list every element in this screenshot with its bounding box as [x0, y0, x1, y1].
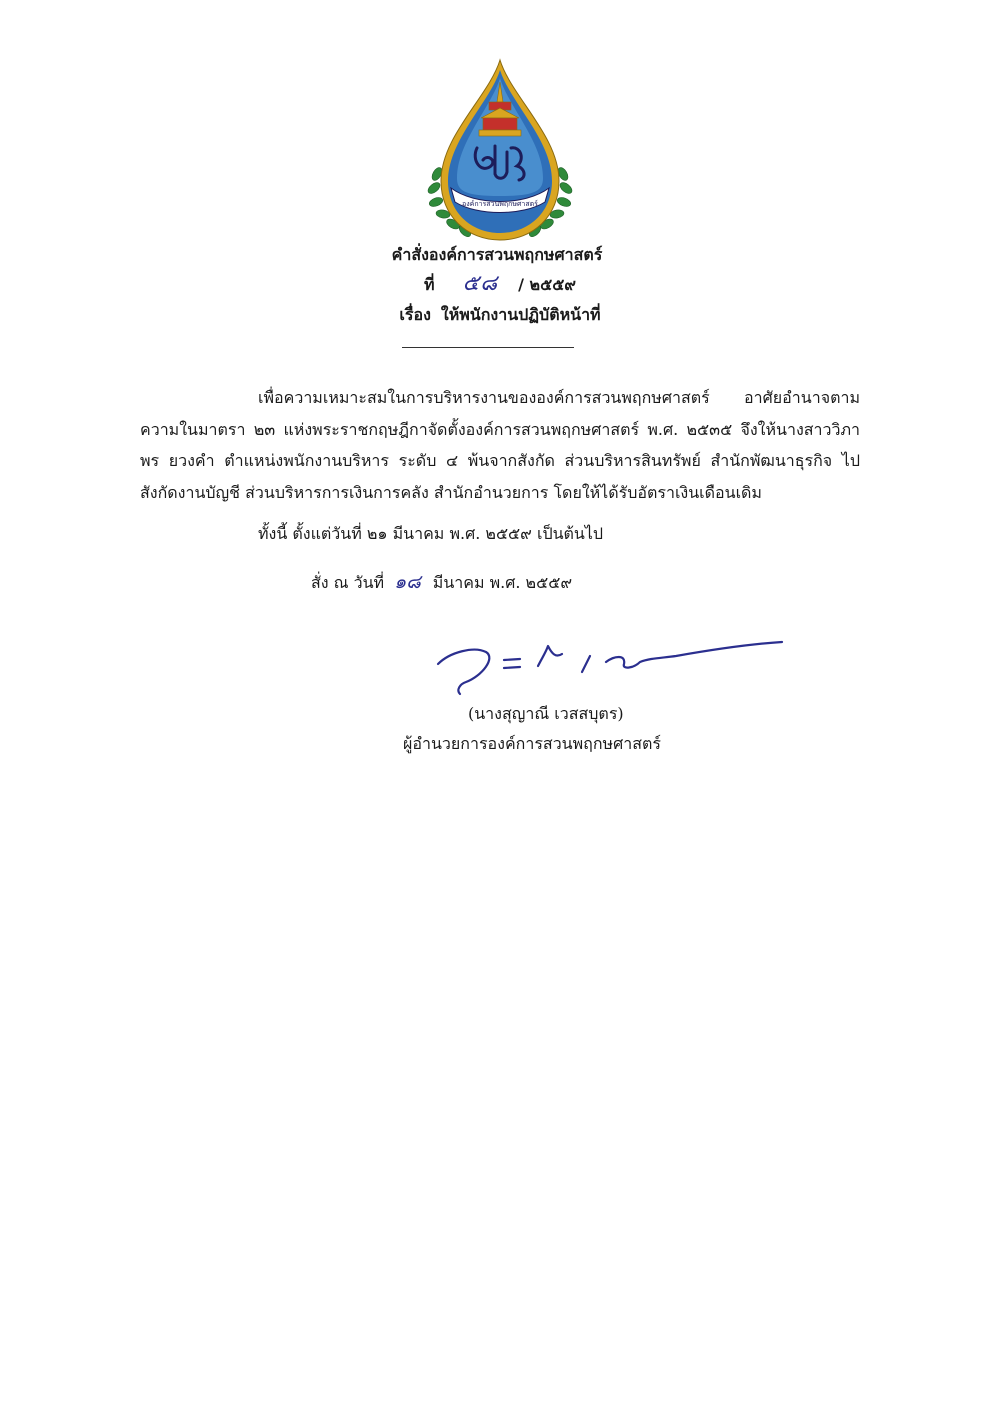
order-title: คำสั่งองค์การสวนพฤกษศาสตร์: [391, 245, 603, 264]
order-number-suffix: / ๒๕๕๙: [518, 275, 577, 294]
signer-name: (นางสุญาณี เวสสบุตร): [468, 704, 624, 723]
ordered-date-line: [311, 571, 572, 594]
handwritten-signature-icon: [430, 628, 790, 698]
seal-ribbon-text: องค์การสวนพฤกษศาสตร์: [462, 200, 538, 208]
order-subject-text: ให้พนักงานปฏิบัติหน้าที่: [440, 305, 601, 324]
order-number-handwritten: ๕๘: [462, 271, 499, 296]
organization-seal-icon: [425, 56, 575, 246]
header-divider: [402, 347, 574, 348]
ordered-date-prefix: สั่ง ณ วันที่: [311, 573, 385, 592]
effective-date-line: ทั้งนี้ ตั้งแต่วันที่ ๒๑ มีนาคม พ.ศ. ๒๕๕๙ เป็นต้นไป: [258, 524, 604, 543]
order-number: [0, 271, 1000, 296]
order-subject-label: เรื่อง: [399, 305, 431, 324]
signer-title: ผู้อำนวยการองค์การสวนพฤกษศาสตร์: [403, 734, 661, 753]
ordered-day-handwritten: ๑๘: [394, 571, 421, 593]
ordered-date-suffix: มีนาคม พ.ศ. ๒๕๕๙: [432, 573, 573, 592]
order-body-paragraph: เพื่อความเหมาะสมในการบริหารงานขององค์การสวนพฤกษศาสตร์ อาศัยอำนาจตามความในมาตรา ๒๓ แห่งพระราชกฤษฎีกาจัดตั้งองค์การสวนพฤกษศาสตร์ พ.ศ. ๒๕๓๕ จึงให้นางสาววิภาพร ยวงคำ ตำแหน่งพนักงานบริหาร ระดับ ๔ พ้นจากสังกัด ส่วนบริหารสินทรัพย์ สำนักพัฒนาธุรกิจ ไปสังกัดงานบัญชี ส่วนบริหารการเงินการคลัง สำนักอำนวยการ โดยให้ได้รับอัตราเงินเดือนเดิม: [140, 388, 860, 502]
order-subject: [0, 305, 1000, 325]
order-number-label: ที่: [423, 275, 435, 294]
